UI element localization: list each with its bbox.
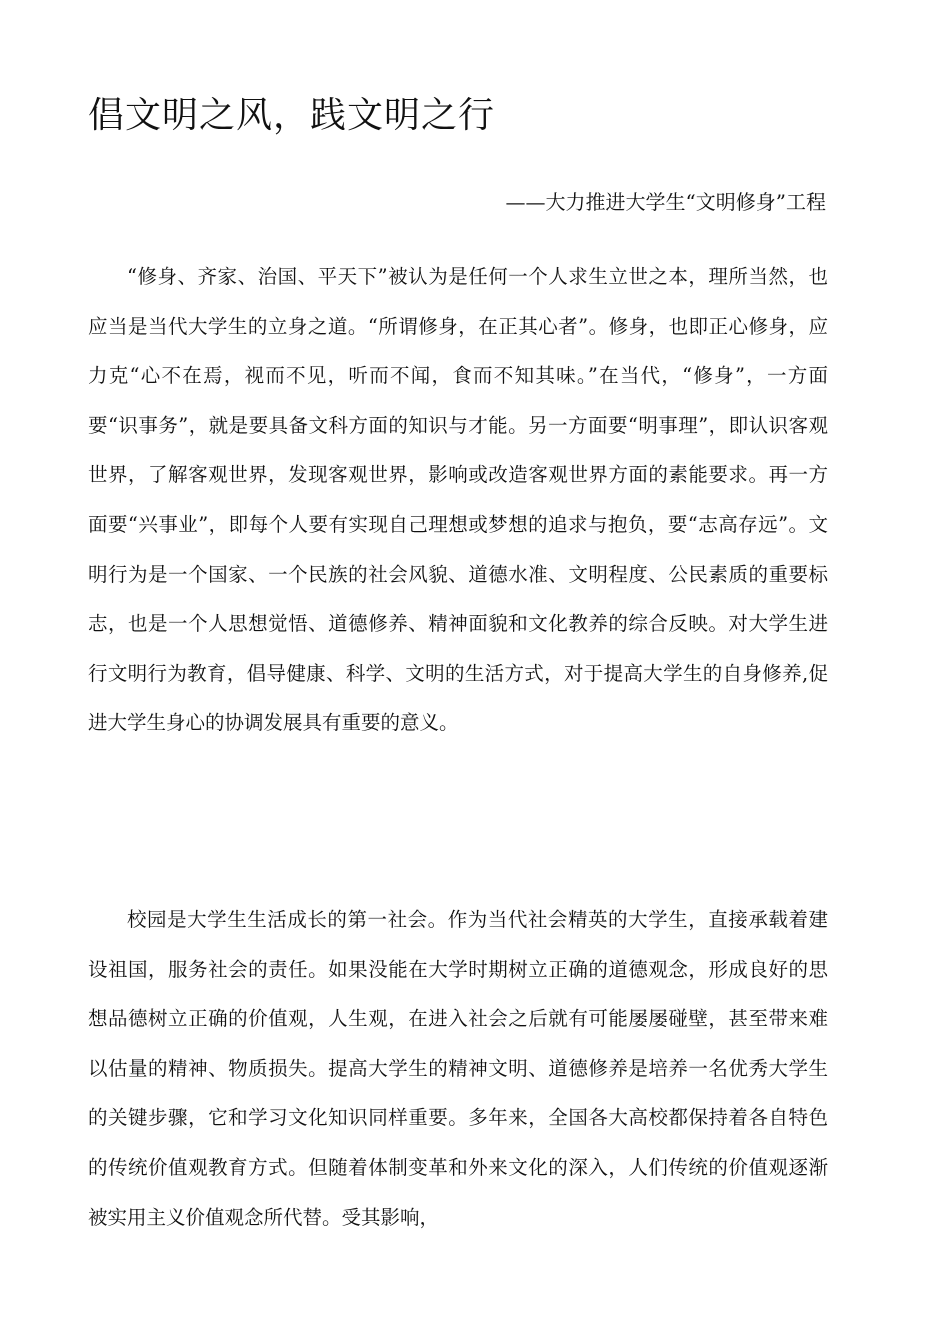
document-subtitle: ——大力推进大学生“文明修身”工程 bbox=[505, 190, 826, 214]
body-paragraph-2: 校园是大学生生活成长的第一社会。作为当代社会精英的大学生，直接承载着建设祖国，服务社会的责任。如果没能在大学时期树立正确的道德观念，形成良好的思想品德树立正确的价值观，人生观，在进入社会之后就有可能屡屡碰壁，甚至带来难以估量的精神、物质损失。提高大学生的精神文明、道德修养是培养一名优秀大学生的关键步骤，它和学习文化知识同样重要。多年来，全国各大高校都保持着各自特色的传统价值观教育方式。但随着体制变革和外来文化的深入，人们传统的价值观逐渐被实用主义价值观念所代替。受其影响， bbox=[88, 908, 828, 1229]
body-paragraph-1: “修身、齐家、治国、平天下”被认为是任何一个人求生立世之本，理所当然，也应当是当代大学生的立身之道。“所谓修身，在正其心者”。修身，也即正心修身，应力克“心不在焉，视而不见，听而不闻，食而不知其味。”在当代，“修身”，一方面要“识事务”，就是要具备文科方面的知识与才能。另一方面要“明事理”，即认识客观世界，了解客观世界，发现客观世界，影响或改造客观世界方面的素能要求。再一方面要“兴事业”，即每个人要有实现自己理想或梦想的追求与抱负，要“志高存远”。文明行为是一个国家、一个民族的社会风貌、道德水准、文明程度、公民素质的重要标志，也是一个人思想觉悟、道德修养、精神面貌和文化教养的综合反映。对大学生进行文明行为教育，倡导健康、科学、文明的生活方式，对于提高大学生的自身修养,促进大学生身心的协调发展具有重要的意义。 bbox=[88, 265, 828, 735]
document-title: 倡文明之风，践文明之行 bbox=[88, 95, 496, 136]
